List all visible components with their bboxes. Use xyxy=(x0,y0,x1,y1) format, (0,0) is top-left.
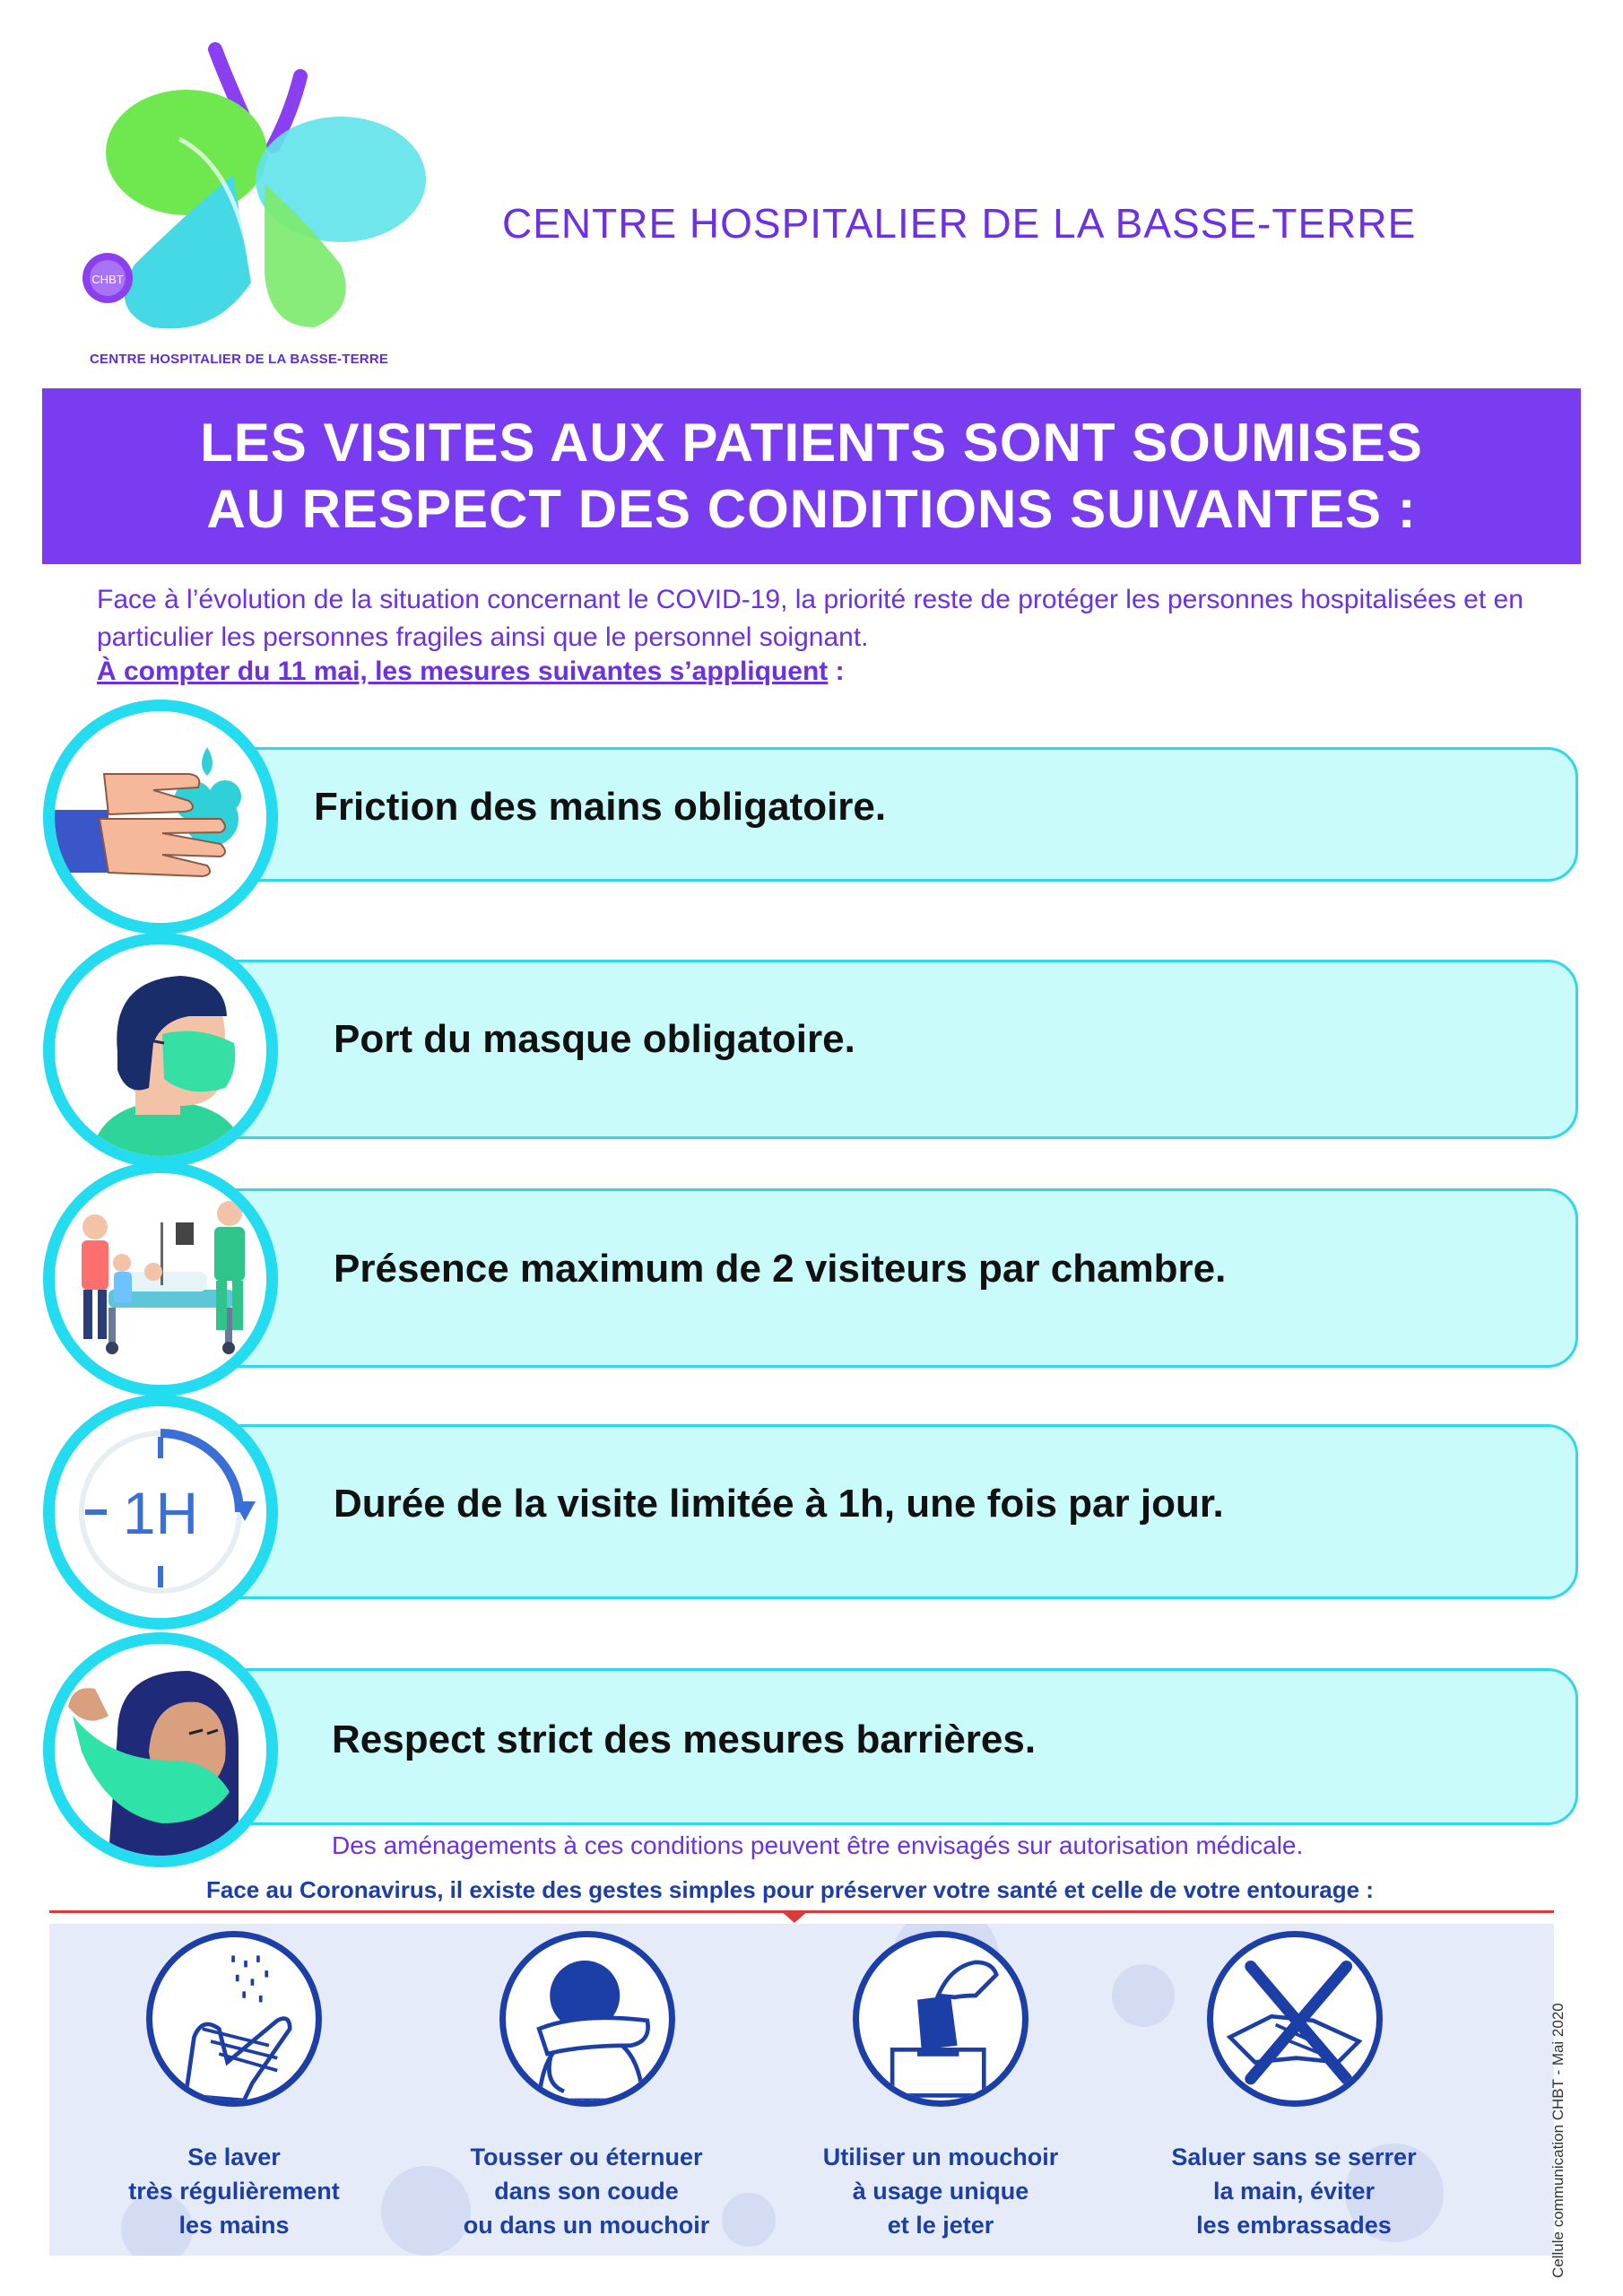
geste-label-3 xyxy=(793,2140,1089,2242)
visit-conditions-banner xyxy=(42,388,1581,564)
condition-text-5: Respect strict des mesures barrières. xyxy=(332,1718,1037,1761)
divider-notch xyxy=(780,1910,809,1923)
banner-line-1: LES VISITES AUX PATIENTS SONT SOUMISES xyxy=(200,413,1423,473)
geste-3-line-1: Utiliser un mouchoir xyxy=(822,2144,1059,2170)
geste-1-line-3: les mains xyxy=(178,2212,290,2239)
geste-3-line-3: et le jeter xyxy=(887,2212,994,2239)
logo-caption: CENTRE HOSPITALIER DE LA BASSE-TERRE xyxy=(90,352,389,367)
svg-text:1H: 1H xyxy=(122,1480,199,1546)
hospital-room-visitors-icon xyxy=(43,1161,278,1396)
banner-line-2: AU RESPECT DES CONDITIONS SUIVANTES : xyxy=(206,479,1417,539)
svg-text:CHBT: CHBT xyxy=(91,273,124,286)
butterfly-logo-icon xyxy=(72,40,430,372)
intro-paragraph: Face à l’évolution de la situation concernant le COVID-19, la priorité reste de protéger les personnes hospitalisées et en particulier les personnes fragiles ainsi que le personnel soignant. xyxy=(97,585,1523,652)
geste-2-line-1: Tousser ou éternuer xyxy=(470,2144,703,2170)
gestes-title: Face au Coronavirus, il existe des gestes simples pour préserver votre santé et celle de votre entourage : xyxy=(206,1876,1374,1903)
geste-2-line-2: dans son coude xyxy=(494,2178,679,2205)
condition-text-1: Friction des mains obligatoire. xyxy=(314,785,887,829)
tissue-bin-icon xyxy=(853,1931,1028,2107)
one-hour-clock-icon xyxy=(43,1395,278,1630)
intro-effective-date xyxy=(97,657,845,687)
geste-label-4 xyxy=(1146,2140,1442,2242)
communication-credit: Cellule communication CHBT - Mai 2020 xyxy=(1549,2003,1567,2278)
condition-text-4: Durée de la visite limitée à 1h, une fois par jour. xyxy=(334,1482,1224,1526)
geste-4-line-2: la main, éviter xyxy=(1212,2178,1376,2205)
condition-text-2: Port du masque obligatoire. xyxy=(334,1017,855,1061)
effective-date-suffix: : xyxy=(828,657,845,686)
geste-1-line-2: très régulièrement xyxy=(128,2178,340,2205)
face-mask-icon xyxy=(43,933,278,1168)
geste-4-line-1: Saluer sans se serrer xyxy=(1171,2144,1417,2170)
geste-3-line-2: à usage unique xyxy=(852,2178,1029,2205)
no-handshake-icon xyxy=(1207,1931,1383,2107)
wash-hands-icon xyxy=(146,1931,322,2107)
cough-elbow-icon xyxy=(499,1931,675,2107)
geste-2-line-3: ou dans un mouchoir xyxy=(463,2212,710,2239)
condition-text-3: Présence maximum de 2 visiteurs par chambre. xyxy=(334,1247,1227,1291)
effective-date-text: À compter du 11 mai, les mesures suivantes s’appliquent xyxy=(97,657,829,686)
medical-exception-note: Des aménagements à ces conditions peuvent être envisagés sur autorisation médicale. xyxy=(332,1831,1304,1859)
geste-4-line-3: les embrassades xyxy=(1196,2212,1392,2239)
geste-1-line-1: Se laver xyxy=(187,2144,281,2170)
hospital-logo xyxy=(72,40,430,372)
hospital-title: CENTRE HOSPITALIER DE LA BASSE-TERRE xyxy=(502,200,1417,247)
geste-label-2 xyxy=(438,2140,734,2242)
hand-washing-icon xyxy=(43,700,278,935)
sneeze-into-elbow-icon xyxy=(43,1632,278,1867)
geste-label-1 xyxy=(86,2140,382,2242)
